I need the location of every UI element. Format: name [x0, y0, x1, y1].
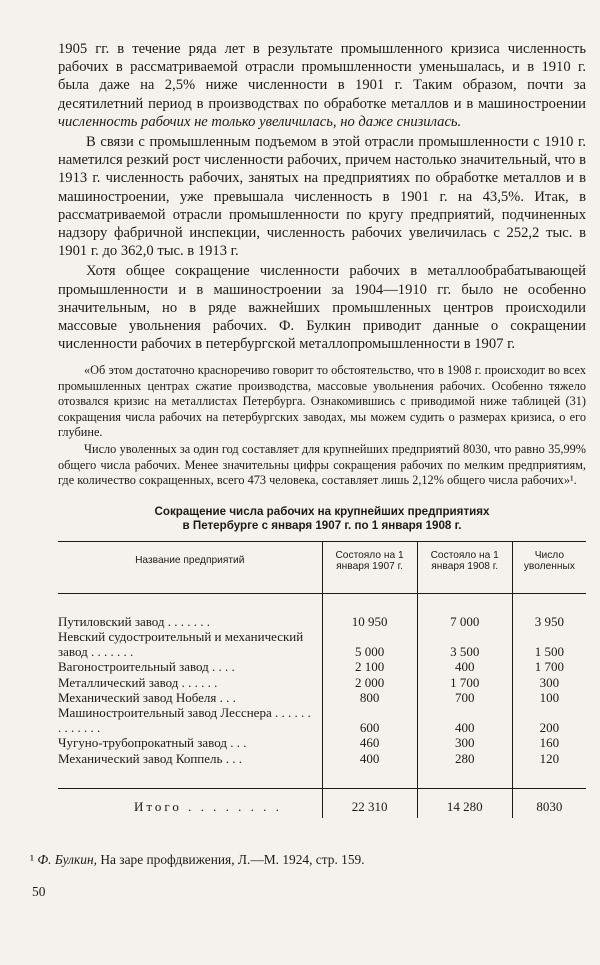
paragraph-1 — [58, 40, 586, 131]
paragraph-3: Хотя общее сокращение численности рабочих в металлообрабатывающей промышленности и в машиностроении за 1904—1910 гг. было не особенно значительным, но в ряде важнейших промышленных центров происходили массовые увольнения рабочих. Ф. Булкин приводит данные о сокращении численности рабочих в петербургской металлопромышленности в 1907 г. — [58, 263, 586, 353]
table-row: Вагоностроительный завод . . . . 2 100 400 1 700 — [58, 659, 586, 674]
header-jan-1908: Состояло на 1 января 1908 г. — [417, 541, 512, 593]
footnote-text: На заре профдвижения, Л.—М. 1924, стр. 159. — [100, 852, 365, 867]
table-row: Механический завод Коппель . . . 400 280 120 — [58, 751, 586, 766]
table-caption-line-2: в Петербурге с января 1907 г. по 1 января 1908 г. — [182, 518, 462, 532]
table-row: Металлический завод . . . . . . 2 000 1 700 300 — [58, 675, 586, 690]
page-number: 50 — [32, 884, 46, 899]
quote-block — [58, 363, 586, 488]
table-row: Механический завод Нобеля . . . 800 700 100 — [58, 690, 586, 705]
table-row: Путиловский завод . . . . . . . 10 950 7 000 3 950 — [58, 614, 586, 629]
table-row: Невский судостроительный и механический завод . . . . . . . 5 000 3 500 1 500 — [58, 629, 586, 659]
header-jan-1907: Состояло на 1 января 1907 г. — [322, 541, 417, 593]
page-body — [58, 40, 586, 818]
table-total-row: Итого . . . . . . . . 22 310 14 280 8030 — [58, 788, 586, 818]
paragraph-1-emphasis: численность рабочих не только увеличилась, но даже снизилась. — [58, 113, 462, 130]
footnote-marker: ¹ — [30, 852, 35, 867]
header-dismissed: Число уволенных — [512, 541, 586, 593]
footnote-author: Ф. Булкин, — [37, 852, 97, 867]
table-row: Машиностроительный завод Лесснера . . . . . . . . . . . . . 600 400 200 — [58, 705, 586, 735]
table-caption-line-1: Сокращение числа рабочих на крупнейших предприятиях — [154, 504, 490, 518]
header-name: Название предприятий — [58, 541, 322, 593]
table-caption — [58, 505, 586, 533]
table-header-row — [58, 541, 586, 593]
paragraph-2: В связи с промышленным подъемом в этой отрасли промышленности с 1910 г. наметился резкий рост численности рабочих, причем настолько значительный, что в 1913 г. численность рабочих, занятых на предприятиях по обработке металлов и в машиностроении, уже превышала численность в 1901 г. на 43,5%. Итак, в рассматриваемой отрасли промышленности по кругу предприятий, подчиненных надзору фабричной инспекции, численность рабочих увеличилась с 252,2 тыс. в 1901 г. до 362,0 тыс. в 1913 г. — [58, 134, 586, 260]
quote-paragraph-1: «Об этом достаточно красноречиво говорит то обстоятельство, что в 1908 г. происходит во всех промышленных центрах сжатие производства, массовые увольнения рабочих. Особенно тяжело отозвался кризис на металлистах Петербурга. Ознакомившись с приводимой ниже таблицей (31) сокращения числа рабочих на петербургских заводах, мы можем судить о размерах кризиса, о его глубине. — [58, 363, 586, 440]
quote-paragraph-2: Число уволенных за один год составляет для крупнейших предприятий 8030, что равно 35,99% общего числа рабочих. Менее значительны цифры сокращения рабочих по мелким предприятиям, где количество сокращенных, всего 473 человека, составляет лишь 2,12% общего числа рабочих»¹. — [58, 442, 586, 488]
table-row: Чугуно-трубопрокатный завод . . . 460 300 160 — [58, 735, 586, 750]
dismissals-table — [58, 541, 586, 818]
paragraph-1-text: 1905 гг. в течение ряда лет в результате промышленного кризиса численность рабочих в рассматриваемой отрасли промышленности уменьшалась, и в 1910 г. была даже на 2,5% ниже численности в 1901 г. Таким образом, почти за десятилетний период в производствах по обработке металлов и в машиностроении — [58, 41, 586, 112]
footnote — [30, 852, 365, 868]
